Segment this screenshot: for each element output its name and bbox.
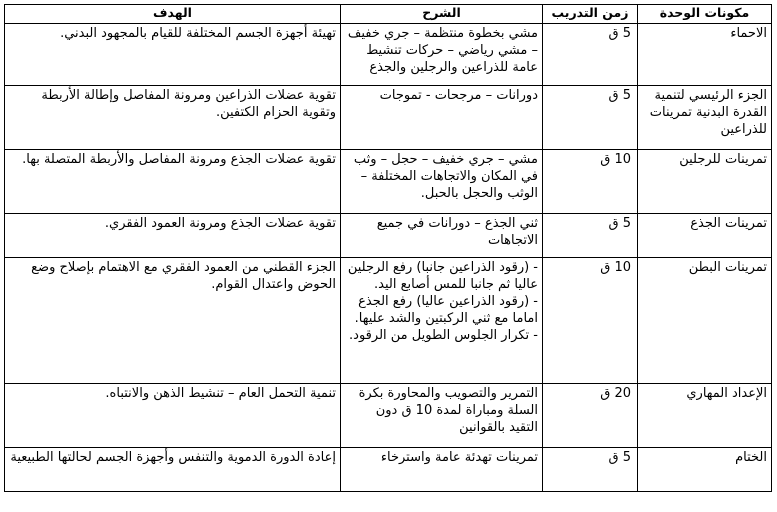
cell-goal: تهيئة أجهزة الجسم المختلفة للقيام بالمجهود البدني.	[5, 24, 341, 86]
cell-unit: الاحماء	[638, 24, 772, 86]
cell-time: 20 ق	[543, 384, 638, 448]
table-row	[5, 86, 772, 150]
cell-time: 10 ق	[543, 258, 638, 384]
header-goal: الهدف	[5, 5, 341, 24]
training-unit-table	[4, 4, 772, 492]
header-time: زمن التدريب	[543, 5, 638, 24]
table-row	[5, 384, 772, 448]
table-row	[5, 150, 772, 214]
cell-unit: تمرينات الجذع	[638, 214, 772, 258]
cell-unit: الختام	[638, 448, 772, 492]
cell-goal: إعادة الدورة الدموية والتنفس وأجهزة الجسم لحالتها الطبيعية	[5, 448, 341, 492]
training-unit-table-container	[4, 4, 772, 492]
cell-explanation	[341, 258, 543, 384]
cell-goal: تقوية عضلات الذراعين ومرونة المفاصل وإطالة الأربطة وتقوية الحزام الكتفين.	[5, 86, 341, 150]
cell-time: 5 ق	[543, 86, 638, 150]
cell-unit: تمرينات البطن	[638, 258, 772, 384]
cell-explanation: التمرير والتصويب والمحاورة بكرة السلة ومباراة لمدة 10 ق دون التقيد بالقوانين	[341, 384, 543, 448]
cell-goal: تقوية عضلات الجذع ومرونة المفاصل والأربطة المتصلة بها.	[5, 150, 341, 214]
header-explanation: الشرح	[341, 5, 543, 24]
explanation-line: - تكرار الجلوس الطويل من الرقود.	[349, 328, 538, 343]
cell-goal: تنمية التحمل العام – تنشيط الذهن والانتباه.	[5, 384, 341, 448]
cell-time: 5 ق	[543, 24, 638, 86]
cell-explanation: مشي – جري خفيف – حجل – وثب في المكان والاتجاهات المختلفة – الوثب والحجل بالحبل.	[341, 150, 543, 214]
cell-unit: تمرينات للرجلين	[638, 150, 772, 214]
table-row	[5, 214, 772, 258]
cell-unit: الإعداد المهاري	[638, 384, 772, 448]
table-row	[5, 258, 772, 384]
cell-explanation: مشي بخطوة منتظمة – جري خفيف – مشي رياضي – حركات تنشيط عامة للذراعين والرجلين والجذع	[341, 24, 543, 86]
cell-goal: تقوية عضلات الجذع ومرونة العمود الفقري.	[5, 214, 341, 258]
explanation-line: - (رقود الذراعين عاليا) رفع الجذع اماما مع ثني الركبتين والشد عليها.	[354, 294, 538, 326]
cell-time: 10 ق	[543, 150, 638, 214]
table-header-row	[5, 5, 772, 24]
cell-goal: الجزء القطني من العمود الفقري مع الاهتمام بإصلاح وضع الحوض واعتدال القوام.	[5, 258, 341, 384]
cell-explanation: ثني الجذع – دورانات في جميع الاتجاهات	[341, 214, 543, 258]
table-row	[5, 448, 772, 492]
cell-unit: الجزء الرئيسي لتنمية القدرة البدنية تمرينات للذراعين	[638, 86, 772, 150]
cell-time: 5 ق	[543, 448, 638, 492]
explanation-line: - (رقود الذراعين جانبا) رفع الرجلين عاليا ثم جانبا للمس أصابع اليد.	[347, 260, 538, 292]
cell-explanation: دورانات – مرجحات - تموجات	[341, 86, 543, 150]
table-row	[5, 24, 772, 86]
cell-explanation: تمرينات تهدئة عامة واسترخاء	[341, 448, 543, 492]
cell-time: 5 ق	[543, 214, 638, 258]
header-unit: مكونات الوحدة	[638, 5, 772, 24]
